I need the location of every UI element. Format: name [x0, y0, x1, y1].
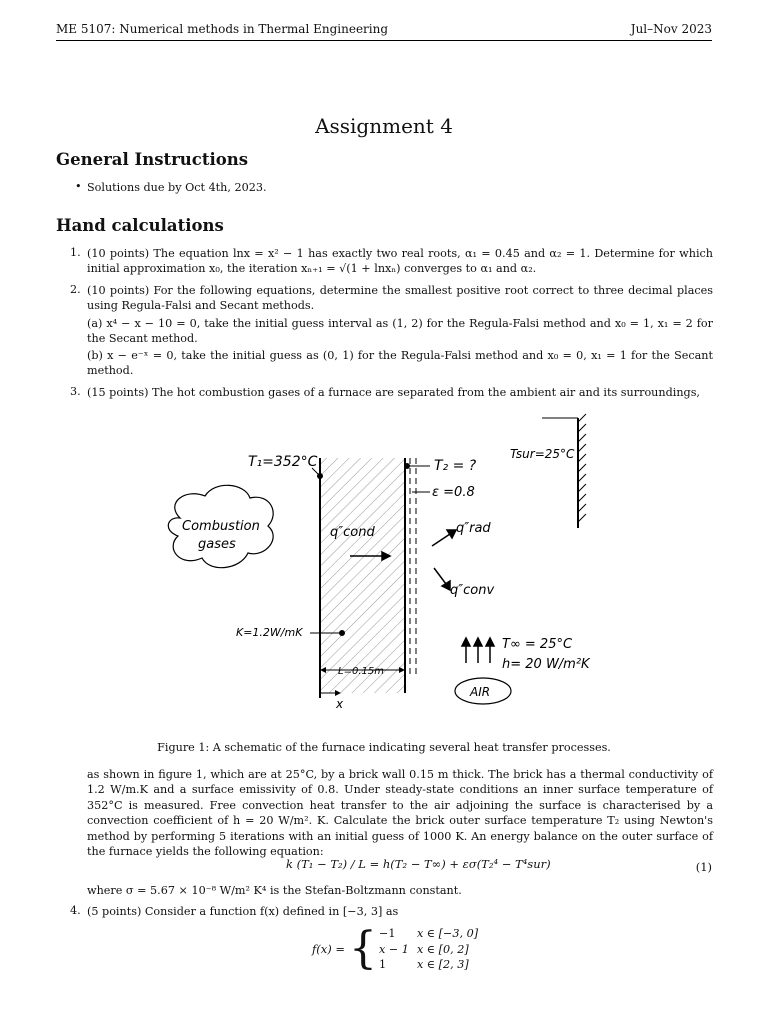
air-label: AIR	[470, 685, 491, 699]
gas-label-2: gases	[198, 537, 236, 552]
piece-value: 1	[379, 958, 387, 971]
piece-row	[379, 926, 486, 942]
piece-domain: x ∈ [−3, 0]	[416, 927, 479, 940]
figure-caption: Figure 1: A schematic of the furnace indicating several heat transfer processes.	[157, 741, 611, 754]
tinf-label: T∞ = 25°C	[502, 637, 573, 652]
bullet-icon: •	[75, 180, 82, 193]
course-name: ME 5107: Numerical methods in Thermal Engineering	[56, 22, 389, 36]
q2-part-a: (a) x⁴ − x − 10 = 0, take the initial guess interval as (1, 2) for the Regula-Falsi method and x₀ = 1, x₁ = 2 for the Secant method.	[87, 317, 713, 346]
brick-wall	[320, 458, 405, 693]
term: Jul–Nov 2023	[630, 22, 712, 36]
q2-part-b: (b) x − e⁻ˣ = 0, take the initial guess as (0, 1) for the Regula-Falsi method and x₀ = 0, x₁ = 1 for the Secant method.	[87, 349, 713, 378]
equation-number: (1)	[695, 860, 712, 874]
piecewise-lhs: f(x) =	[312, 942, 346, 957]
piece-value: −1	[379, 927, 396, 940]
general-heading: General Instructions	[56, 150, 249, 169]
piece-value: x − 1	[379, 942, 409, 956]
q4-num: 4.	[70, 904, 81, 917]
length-label: L=0.15m	[338, 666, 384, 677]
piece-domain: x ∈ [0, 2]	[416, 942, 469, 956]
piecewise-function	[312, 923, 486, 975]
due-date: Solutions due by Oct 4th, 2023.	[87, 181, 267, 194]
q2-text: (10 points) For the following equations, determine the smallest positive root correct to three decimal places using Regula-Falsi and Secant methods.	[87, 284, 713, 313]
q1-text: (10 points) The equation lnx = x² − 1 has exactly two real roots, α₁ = 0.45 and α₂ = 1. Determine for which initial approximation x₀, the iteration xₙ₊₁ = √(1 + lnxₙ) converges to α₁ and α₂.	[87, 247, 713, 276]
stefan-boltzmann-note: where σ = 5.67 × 10⁻⁸ W/m² K⁴ is the Stefan-Boltzmann constant.	[87, 884, 462, 897]
qcond-label: q″cond	[330, 525, 375, 540]
hand-heading: Hand calculations	[56, 216, 224, 235]
k-label: K=1.2W/mK	[236, 626, 303, 639]
t2-label: T₂ = ?	[434, 458, 477, 474]
piece-row	[379, 957, 486, 973]
q4-text: (5 points) Consider a function f(x) defined in [−3, 3] as	[87, 905, 399, 918]
qrad-label: q″rad	[456, 521, 491, 536]
q3-continued: as shown in figure 1, which are at 25°C, by a brick wall 0.15 m thick. The brick has a thermal conductivity of 1.2 W/m.K and a surface emissivity of 0.8. Under steady-state conditions an inner surface temperature of 352°C is measured. Free convection heat transfer to the air adjoining the surface is characterised by a convection coefficient of h = 20 W/m². K. Calculate the brick outer surface temperature T₂ using Newton's method by performing 5 iterations with an initial guess of 1000 K. An energy balance on the outer surface of the furnace yields the following equation:	[87, 768, 713, 859]
q3-num: 3.	[70, 385, 81, 398]
x-label: x	[336, 697, 344, 711]
h-label: h= 20 W/m²K	[502, 657, 590, 672]
tsur-label: Tsur=25°C	[510, 447, 575, 461]
gas-label-1: Combustion	[182, 519, 260, 534]
piece-row	[379, 942, 486, 958]
qconv-label: q″conv	[450, 583, 495, 598]
t1-label: T₁=352°C	[248, 454, 318, 470]
brace-icon: {	[349, 923, 378, 975]
page-title: Assignment 4	[315, 114, 453, 138]
q2-num: 2.	[70, 283, 81, 296]
piece-domain: x ∈ [2, 3]	[416, 958, 469, 971]
emissivity-label: ε =0.8	[432, 485, 475, 500]
furnace-schematic	[150, 408, 610, 718]
q1-num: 1.	[70, 246, 81, 259]
page-header	[56, 22, 712, 41]
q3-text: (15 points) The hot combustion gases of a furnace are separated from the ambient air and its surroundings,	[87, 386, 700, 399]
energy-balance-equation: k (T₁ − T₂) / L = h(T₂ − T∞) + εσ(T₂⁴ − T⁴sur)	[286, 857, 551, 871]
